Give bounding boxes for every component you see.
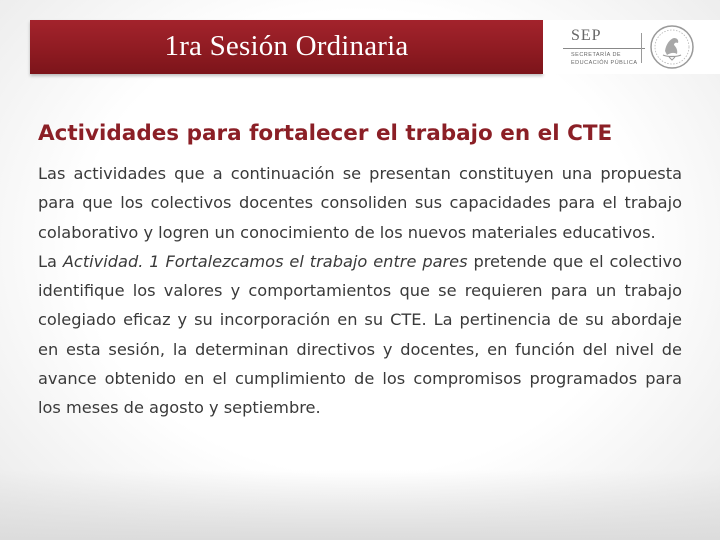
sep-logo-text: SEP (571, 27, 602, 44)
paragraph-activity-lead: La (38, 251, 63, 271)
sep-logo (563, 27, 645, 69)
sep-logo-subtitle-1: SECRETARÍA DE (571, 52, 622, 58)
body-text (38, 159, 682, 423)
sep-logo-rule (563, 48, 645, 49)
sep-logo-subtitle-2: EDUCACIÓN PÚBLICA (571, 60, 638, 66)
session-title: 1ra Sesión Ordinaria (164, 30, 409, 62)
activity-name: Actividad. 1 Fortalezcamos el trabajo entre pares (62, 251, 468, 271)
header-banner (30, 20, 543, 74)
logo-divider (641, 33, 642, 63)
paragraph-activity (38, 247, 682, 423)
slide-background-shade (0, 470, 720, 540)
paragraph-activity-rest: pretende que el colectivo identifique los valores y comportamientos que se requieren para un trabajo colegiado eficaz y su incorporación en su CTE. La pertinencia de su abordaje en esta sesión, la determinan directivos y docentes, en función del nivel de avance obtenido en el cumplimiento de los compromisos programados para los meses de agosto y septiembre. (38, 251, 682, 418)
paragraph-intro: Las actividades que a continuación se presentan constituyen una propuesta para que los colectivos docentes consoliden sus capacidades para el trabajo colaborativo y logren un conocimiento de los nuevos materiales educativos. (38, 164, 682, 242)
sep-logo-block (543, 20, 720, 74)
national-seal-icon (649, 24, 695, 70)
section-heading: Actividades para fortalecer el trabajo en el CTE (38, 121, 613, 146)
